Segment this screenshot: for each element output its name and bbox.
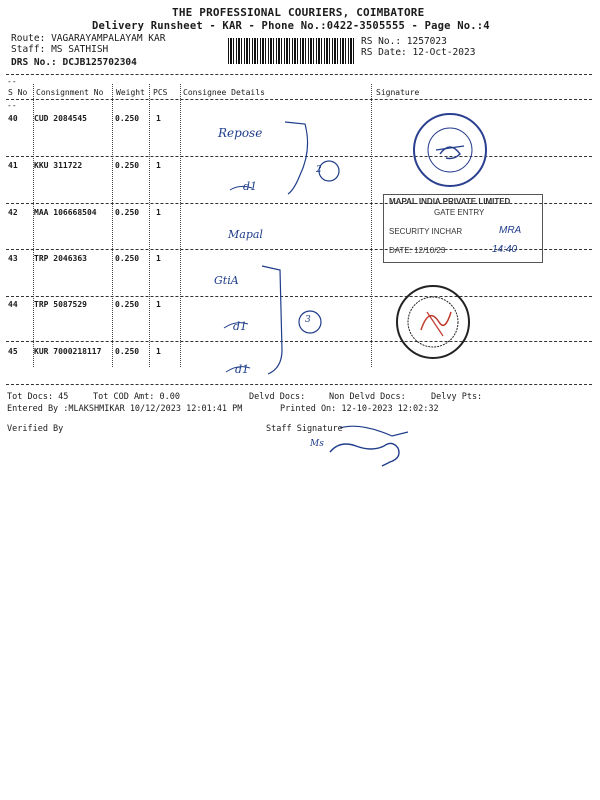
row-consignment: MAA 106668504	[34, 208, 97, 217]
entered-by: Entered By :MLAKSHMIKAR 10/12/2023 12:01:41 PM	[7, 404, 243, 414]
row-consignment: CUD 2084545	[34, 114, 87, 123]
verified-by: Verified By	[7, 424, 64, 434]
staff-signature-prefix: Ms	[310, 439, 324, 449]
handwritten-mapal: Mapal	[228, 228, 263, 241]
row-sno: 45	[8, 347, 18, 356]
handwritten-repose: Repose	[218, 126, 263, 140]
row-consignment: TRP 5087529	[34, 300, 87, 309]
pre-marks: --	[7, 77, 17, 86]
row-weight: 0.250	[115, 161, 140, 170]
delivery-points: Delvy Pts:	[431, 392, 483, 402]
row-pcs: 1	[156, 161, 161, 170]
col-header-consignee: Consignee Details	[183, 88, 265, 97]
gate-stamp-security-sign: MRA	[499, 225, 522, 236]
rs-date-value: 12-Oct-2023	[412, 47, 476, 58]
handwritten-initial: d1	[233, 320, 248, 333]
row-weight: 0.250	[115, 114, 140, 123]
row-pcs: 1	[156, 114, 161, 123]
row-weight: 0.250	[115, 208, 140, 217]
staff-signature-label: Staff Signature	[266, 424, 343, 434]
gate-entry-stamp	[383, 194, 543, 263]
drs-value: DCJB125702304	[62, 57, 137, 68]
row-consignment: KUR 7000218117	[34, 347, 102, 356]
col-header-sno: S No	[8, 88, 28, 97]
route-label: Route:	[11, 33, 46, 44]
col-header-weight: Weight	[116, 88, 145, 97]
row-pcs: 1	[156, 347, 161, 356]
row-consignment: KKU 311722	[34, 161, 83, 170]
non-delivered-docs: Non Delvd Docs:	[329, 392, 406, 402]
row-pcs: 1	[156, 254, 161, 263]
rs-date-label: RS Date:	[361, 47, 407, 58]
row-weight: 0.250	[115, 254, 140, 263]
company-seal-top	[410, 110, 490, 190]
gate-stamp-title: GATE ENTRY	[434, 208, 485, 217]
circled-number-3: 3	[305, 315, 311, 325]
col-header-pcs: PCS	[153, 88, 168, 97]
row-sno: 40	[8, 114, 18, 123]
total-docs: Tot Docs: 45	[7, 392, 69, 402]
row-weight: 0.250	[115, 347, 140, 356]
handwritten-gtia: GtiA	[214, 274, 239, 287]
row-sno: 44	[8, 300, 18, 309]
gate-stamp-date: DATE: 12/10/23	[389, 246, 446, 255]
gate-stamp-company: MAPAL INDIA PRIVATE LIMITED	[389, 197, 511, 206]
staff-label: Staff:	[11, 44, 46, 55]
row-weight: 0.250	[115, 300, 140, 309]
circled-number-2: 2	[316, 165, 322, 175]
col-header-consignment: Consignment No	[36, 88, 104, 97]
runsheet-subtitle: Delivery Runsheet - KAR - Phone No.:0422-3505555 - Page No.:4	[92, 20, 490, 32]
gate-stamp-time: 14:40	[492, 244, 518, 255]
route-value: VAGARAYAMPALAYAM KAR	[51, 33, 166, 44]
row-consignment: TRP 2046363	[34, 254, 87, 263]
total-cod-amount: Tot COD Amt: 0.00	[93, 392, 180, 402]
row-pcs: 1	[156, 208, 161, 217]
row-sno: 42	[8, 208, 18, 217]
company-title: THE PROFESSIONAL COURIERS, COIMBATORE	[172, 6, 425, 19]
col-header-signature: Signature	[376, 88, 420, 97]
handwritten-initial: d1	[243, 180, 258, 193]
company-seal-bottom	[393, 282, 473, 362]
staff-value: MS SATHISH	[51, 44, 109, 55]
gate-stamp-security: SECURITY INCHAR	[389, 227, 463, 236]
row-sno: 41	[8, 161, 18, 170]
printed-on: Printed On: 12-10-2023 12:02:32	[280, 404, 439, 414]
handwritten-initial: d1	[235, 363, 250, 376]
drs-label: DRS No.:	[11, 57, 57, 68]
rs-no-value: 1257023	[406, 36, 447, 47]
row-sno: 43	[8, 254, 18, 263]
rs-no-label: RS No.:	[361, 36, 402, 47]
delivered-docs: Delvd Docs:	[249, 392, 306, 402]
pre-marks-2: --	[7, 101, 17, 110]
row-pcs: 1	[156, 300, 161, 309]
